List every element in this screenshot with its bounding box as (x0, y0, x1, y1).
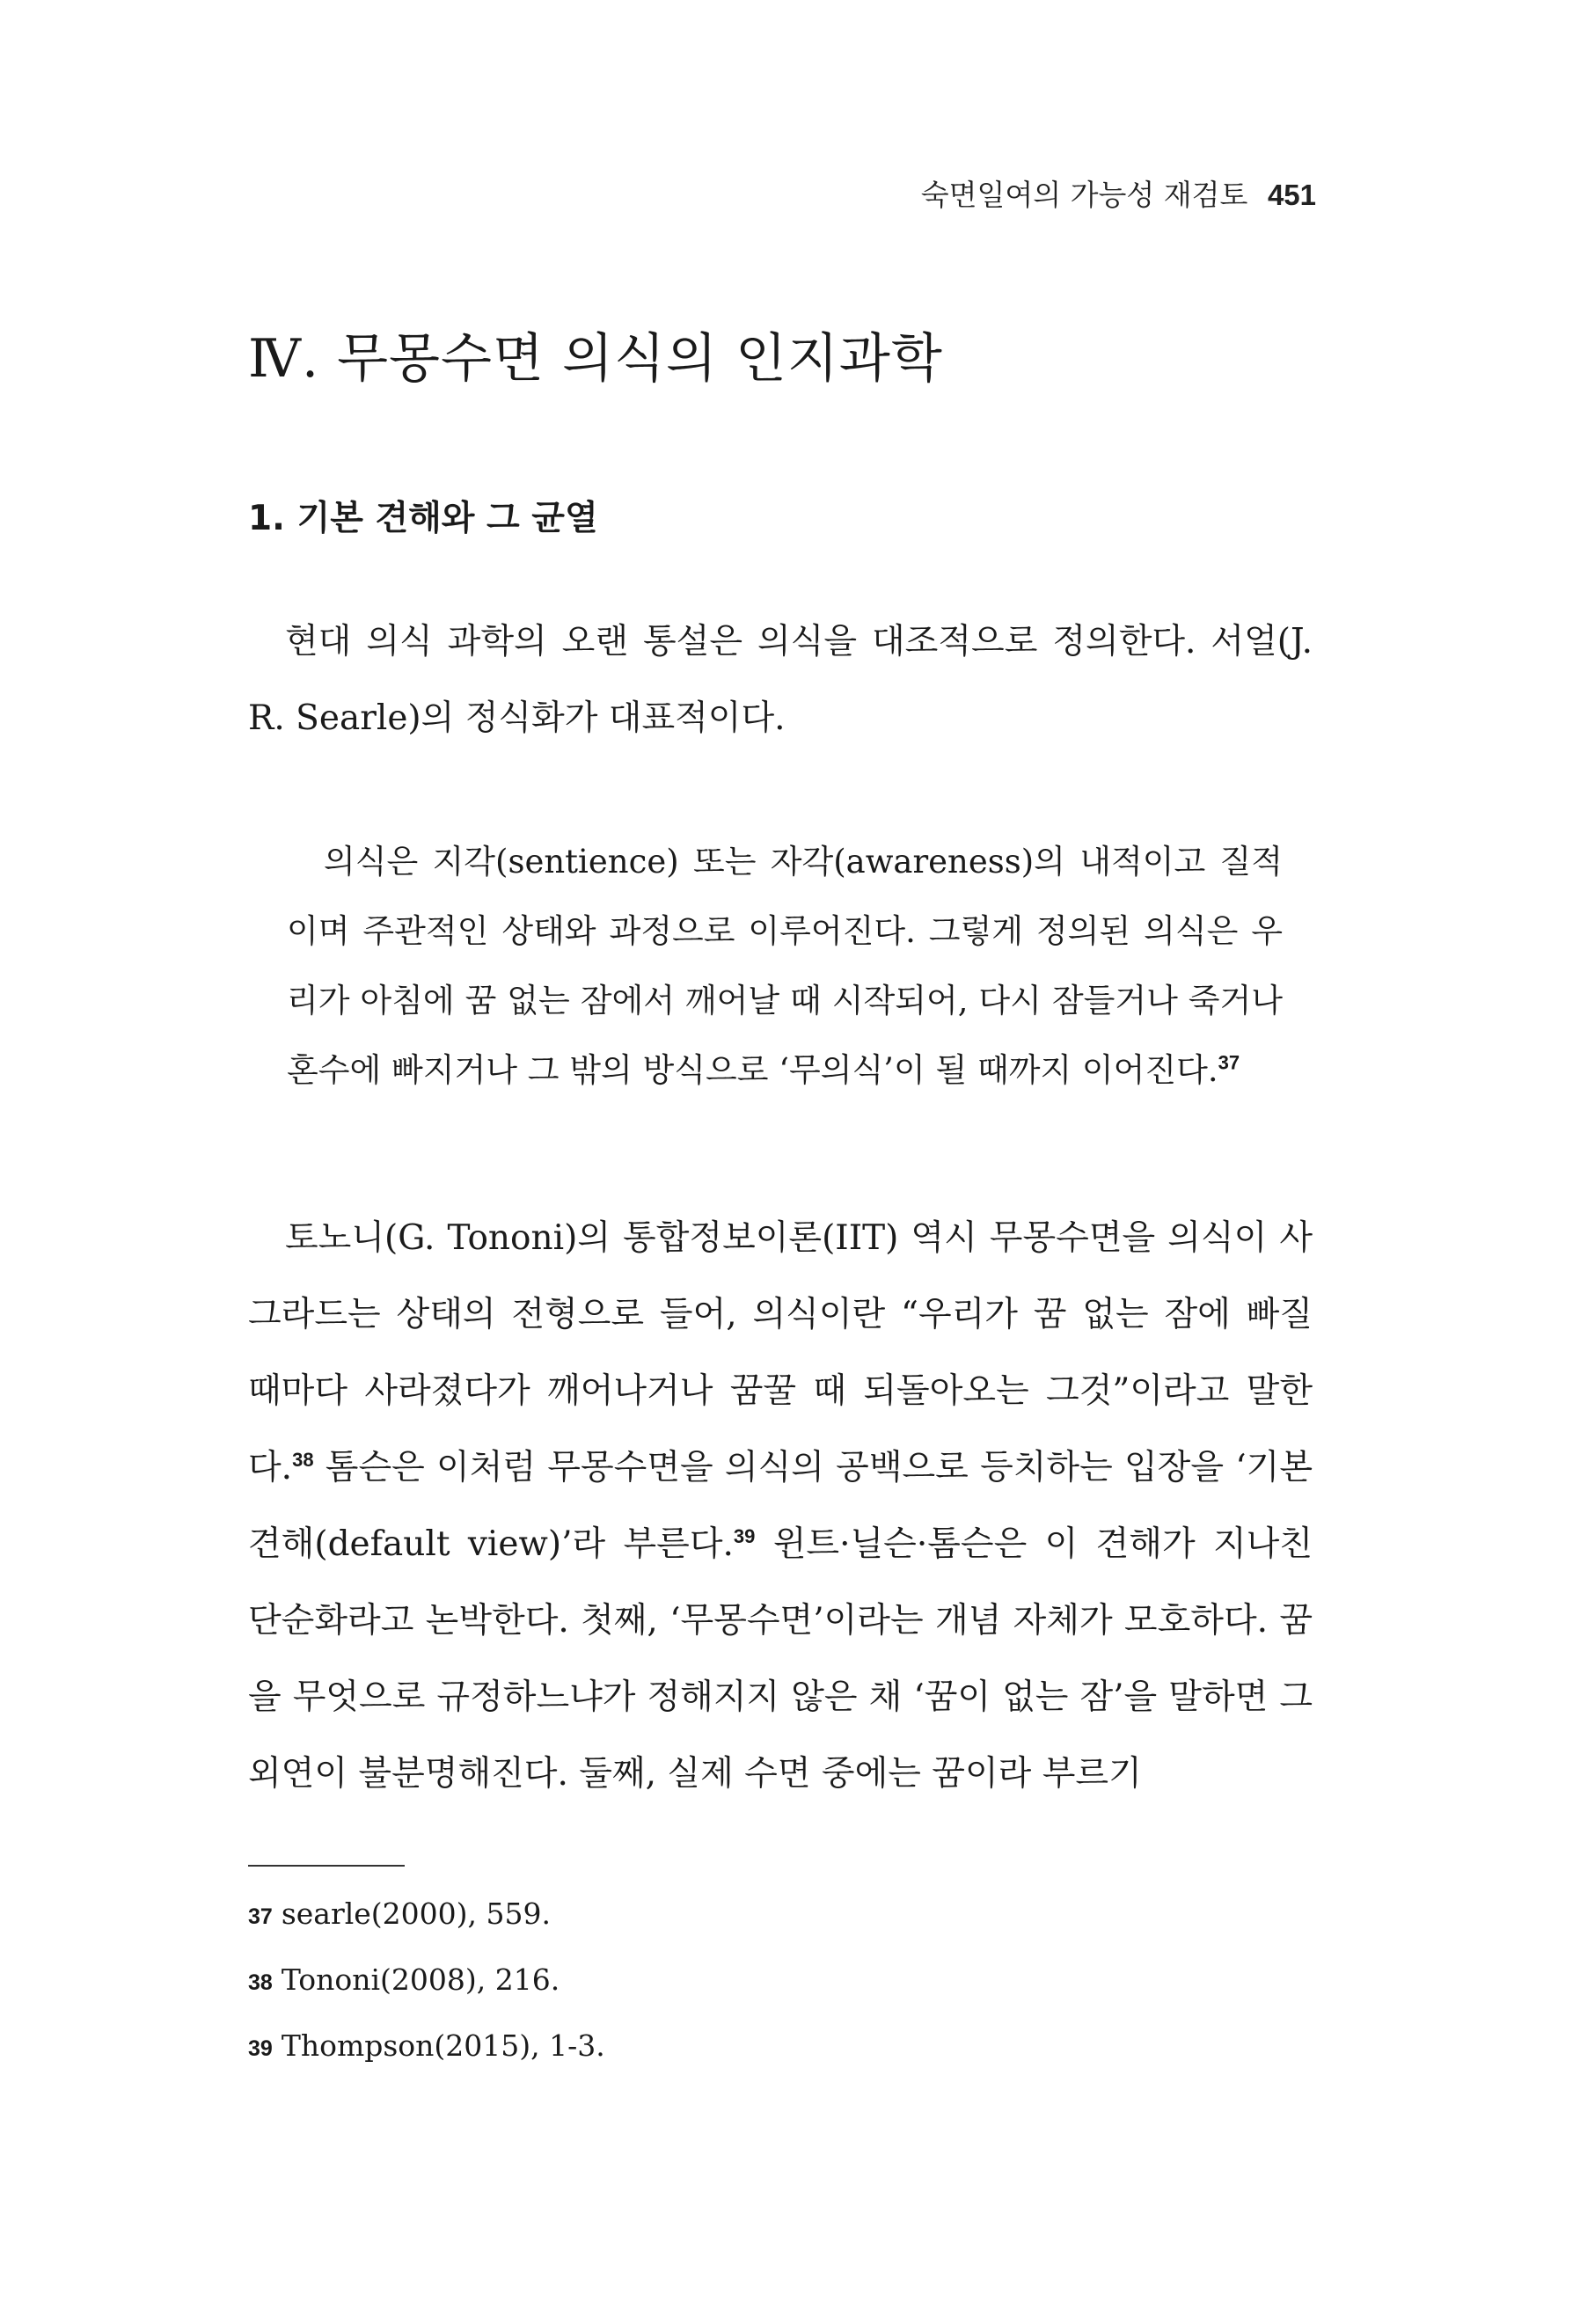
footnote-ref-39[interactable]: 39 (733, 1525, 756, 1547)
footnote-number: 38 (248, 1970, 273, 1995)
footnote-ref-37[interactable]: 37 (1218, 1051, 1240, 1074)
footnote-item (248, 2014, 1313, 2080)
footnote-text: searle(2000), 559. (281, 1896, 551, 1931)
footnote-divider (248, 1865, 405, 1867)
block-quote-text: 의식은 지각(sentience) 또는 자각(awareness)의 내적이고 질적이며 주관적인 상태와 과정으로 이루어진다. 그렇게 정의된 의식은 우리가 아침에 꿈 없는 잠에서 깨어날 때 시작되어, 다시 잠들거나 죽거나 혼수에 빠지거나 그 밖의 방식으로 ‘무의식’이 될 때까지 이어진다. (287, 843, 1283, 1089)
footnote-text: Tononi(2008), 216. (281, 1962, 560, 1997)
paragraph2-part2: 톰슨은 이처럼 무몽수면을 의식의 공백으로 등치하는 입장을 ‘기본 견해(default view)’라 부른다. (248, 1448, 1313, 1564)
footnote-ref-38[interactable]: 38 (292, 1449, 314, 1471)
footnote-text: Thompson(2015), 1-3. (281, 2028, 605, 2063)
footnote-item (248, 1882, 1313, 1948)
running-title: 숙면일여의 가능성 재검토 (920, 178, 1248, 212)
running-header (921, 172, 1316, 214)
paragraph2-part3: 윈트·닐슨·톰슨은 이 견해가 지나친 단순화라고 논박한다. 첫째, ‘무몽수면’이라는 개념 자체가 모호하다. 꿈을 무엇으로 규정하느냐가 정해지지 않은 채 ‘꿈이 없는 잠’을 말하면 그 외연이 불분명해진다. 둘째, 실제 수면 중에는 꿈이라 부르기 (248, 1524, 1313, 1794)
footnote-number: 39 (248, 2036, 273, 2061)
block-quote (287, 827, 1283, 1105)
body-paragraph-1: 현대 의식 과학의 오랜 통설은 의식을 대조적으로 정의한다. 서얼(J. R. Searle)의 정식화가 대표적이다. (248, 622, 1313, 738)
chapter-title: Ⅳ. 무몽수면 의식의 인지과학 (248, 328, 943, 390)
page-number: 451 (1267, 179, 1316, 211)
section-title: 1. 기본 견해와 그 균열 (248, 499, 598, 538)
body-paragraph-2 (248, 1200, 1313, 1812)
footnotes-list (248, 1882, 1313, 2080)
footnote-item (248, 1948, 1313, 2014)
paragraph2-part1: 토노니(G. Tononi)의 통합정보이론(IIT) 역시 무몽수면을 의식이 사그라드는 상태의 전형으로 들어, 의식이란 “우리가 꿈 없는 잠에 빠질 때마다 사라졌다가 깨어나거나 꿈꿀 때 되돌아오는 그것”이라고 말한다. (248, 1218, 1313, 1487)
footnote-number: 37 (248, 1904, 273, 1929)
